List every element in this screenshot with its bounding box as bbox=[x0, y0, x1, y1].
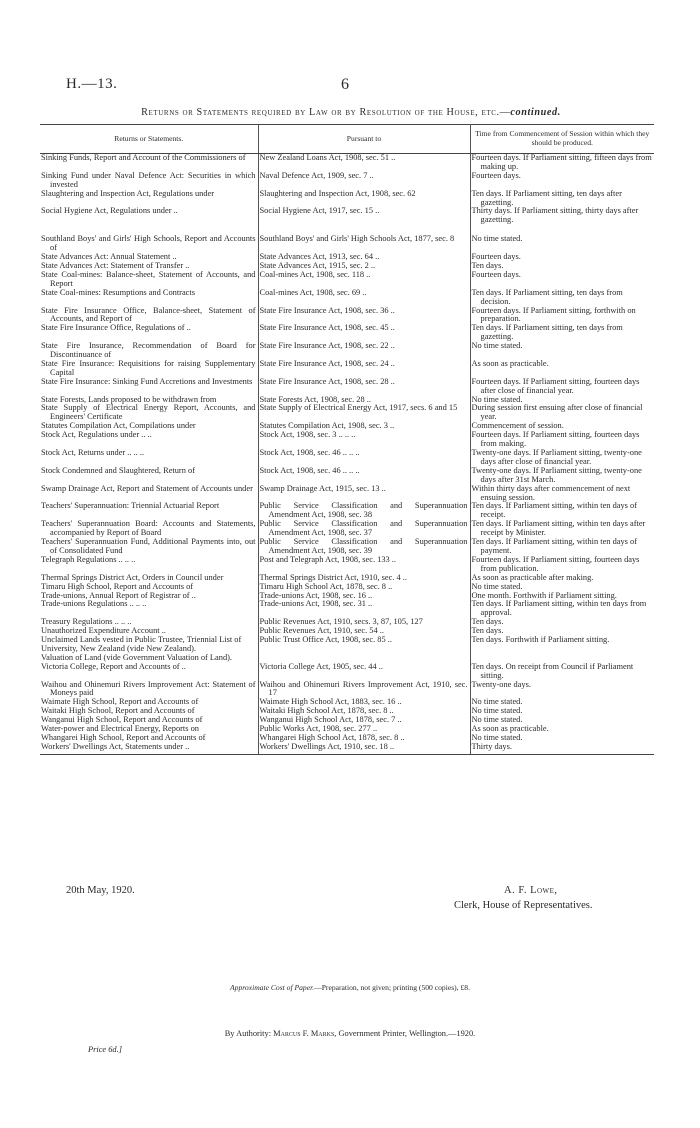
cell-time-text: Within thirty days after commencement of next ensuing session. bbox=[471, 483, 631, 502]
cell-return-text: State Fire Insurance: Sinking Fund Accretions and Investments bbox=[41, 376, 253, 386]
cell-time-text: Fourteen days. bbox=[471, 269, 521, 279]
cell-pursuant-to-text: Swamp Drainage Act, 1915, sec. 13 .. bbox=[259, 483, 386, 493]
cell-time-text: Ten days. Forthwith if Parliament sitting. bbox=[471, 635, 610, 645]
signature-block bbox=[0, 885, 700, 921]
cell-return-text: State Forests, Lands proposed to be withdrawn from bbox=[41, 394, 217, 404]
cell-pursuant-to-text: Waimate High School Act, 1883, sec. 16 .. bbox=[259, 697, 402, 707]
cell-pursuant-to-text: Workers' Dwellings Act, 1910, sec. 18 .. bbox=[259, 741, 395, 751]
cell-pursuant-to-text: Public Service Classification and Superannuation Amendment Act, 1908, sec. 37 bbox=[259, 519, 468, 538]
cell-pursuant-to-text: Statutes Compilation Act, 1908, sec. 3 .. bbox=[259, 421, 395, 431]
cell-time bbox=[470, 404, 654, 422]
cell-time-text: As soon as practicable. bbox=[471, 358, 549, 368]
cell-return-text: Sinking Funds, Report and Account of the Commissioners of bbox=[41, 153, 246, 162]
cell-pursuant-to-text: New Zealand Loans Act, 1908, sec. 51 .. bbox=[259, 153, 396, 162]
cell-time bbox=[470, 190, 654, 208]
cell-return-text: State Supply of Electrical Energy Report, Accounts, and Engineers' Certificate bbox=[41, 403, 256, 422]
cell-pursuant-to-text: State Advances Act, 1915, sec. 2 .. bbox=[259, 260, 376, 270]
printer-name: Marcus F. Marks, bbox=[273, 1029, 337, 1038]
cell-return bbox=[40, 449, 258, 467]
cell-return bbox=[40, 172, 258, 190]
cell-return-text: Teachers' Superannuation Fund, Additional Payments into, out of Consolidated Fund bbox=[41, 537, 256, 555]
cell-return-text: State Fire Insurance Office, Regulations of .. bbox=[41, 323, 191, 333]
cell-time bbox=[470, 235, 654, 253]
cell-time-text: Fourteen days. If Parliament sitting, fifteen days from making up. bbox=[471, 153, 652, 171]
table-row bbox=[40, 404, 654, 422]
table-row bbox=[40, 502, 654, 520]
cell-return bbox=[40, 485, 258, 503]
cell-return-text: Teachers' Superannuation: Triennial Actuarial Report bbox=[41, 501, 220, 511]
cell-pursuant-to bbox=[258, 404, 470, 422]
cell-return-text: Trade-unions, Annual Report of Registrar of .. bbox=[41, 590, 196, 600]
cell-time-text: Fourteen days. If Parliament sitting, fourteen days from publication. bbox=[471, 554, 640, 573]
cell-return-text: Unclaimed Lands vested in Public Trustee, Triennial List of bbox=[41, 635, 242, 645]
cell-time-text: Fourteen days. If Parliament sitting, forthwith on preparation. bbox=[471, 305, 636, 324]
table-row bbox=[40, 207, 654, 225]
cell-return-text: Sinking Fund under Naval Defence Act: Securities in which invested bbox=[41, 170, 256, 189]
cost-note bbox=[0, 983, 700, 992]
table-row bbox=[40, 378, 654, 396]
cell-time-text: During session first ensuing after close of financial year. bbox=[471, 403, 643, 422]
cell-time bbox=[470, 663, 654, 681]
cell-pursuant-to-text: Public Revenues Act, 1910, sec. 54 .. bbox=[259, 626, 384, 636]
cell-pursuant-to-text: Public Trust Office Act, 1908, sec. 85 .. bbox=[259, 635, 392, 645]
table-row bbox=[40, 743, 654, 754]
cell-return-text: Statutes Compilation Act, Compilations under bbox=[41, 421, 196, 431]
cell-pursuant-to bbox=[258, 289, 470, 307]
cell-pursuant-to bbox=[258, 636, 470, 645]
cell-pursuant-to bbox=[258, 556, 470, 574]
cell-time-text: No time stated. bbox=[471, 715, 523, 725]
cell-pursuant-to bbox=[258, 485, 470, 503]
cell-time bbox=[470, 378, 654, 396]
cell-time bbox=[470, 520, 654, 538]
cell-return-text: State Fire Insurance: Requisitions for raising Supplementary Capital bbox=[41, 358, 256, 377]
cell-pursuant-to bbox=[258, 663, 470, 681]
cell-time bbox=[470, 172, 654, 190]
cell-return bbox=[40, 556, 258, 574]
cell-pursuant-to-text: Stock Act, 1908, sec. 46 .. .. .. bbox=[259, 465, 360, 475]
cell-return-text: Southland Boys' and Girls' High Schools, Report and Accounts of bbox=[41, 234, 256, 253]
cell-return-text: State Advances Act: Annual Statement .. bbox=[41, 252, 177, 262]
cell-pursuant-to bbox=[258, 645, 470, 654]
cell-time-text: Twenty-one days. bbox=[471, 679, 531, 689]
cell-time-text: No time stated. bbox=[471, 341, 523, 351]
cell-time bbox=[470, 681, 654, 699]
cell-return-text: State Advances Act: Statement of Transfer .. bbox=[41, 260, 190, 270]
cell-time-text: Ten days. On receipt from Council if Parliament sitting. bbox=[471, 661, 634, 680]
cell-time bbox=[470, 600, 654, 618]
cell-return bbox=[40, 324, 258, 342]
cost-text: —Preparation, not given; printing (500 copies), £8. bbox=[314, 983, 470, 992]
cell-return-text: Trade-unions Regulations .. .. .. bbox=[41, 599, 147, 609]
cell-pursuant-to bbox=[258, 342, 470, 360]
cell-return bbox=[40, 538, 258, 556]
cell-time-text: Ten days. bbox=[471, 260, 504, 270]
table-row bbox=[40, 324, 654, 342]
cell-time-text: Commencement of session. bbox=[471, 421, 564, 431]
cell-return-text: State Coal-mines: Balance-sheet, Statement of Accounts, and Report bbox=[41, 269, 256, 288]
cell-time-text: Ten days. bbox=[471, 617, 504, 627]
table-row bbox=[40, 154, 654, 172]
cell-return bbox=[40, 289, 258, 307]
cell-pursuant-to-text: Trade-unions Act, 1908, sec. 31 .. bbox=[259, 599, 373, 609]
cell-time-text: No time stated. bbox=[471, 394, 523, 404]
cell-pursuant-to bbox=[258, 172, 470, 190]
cell-time-text: Ten days. If Parliament sitting, within ten days of receipt. bbox=[471, 501, 637, 520]
cell-time bbox=[470, 502, 654, 520]
cell-return bbox=[40, 190, 258, 208]
cell-pursuant-to bbox=[258, 449, 470, 467]
table-row bbox=[40, 235, 654, 253]
cell-time bbox=[470, 743, 654, 754]
cell-return-text: Social Hygiene Act, Regulations under .. bbox=[41, 206, 178, 216]
cell-time bbox=[470, 538, 654, 556]
cost-label: Approximate Cost of Paper. bbox=[230, 983, 315, 992]
cell-pursuant-to-text: Timaru High School Act, 1878, sec. 8 .. bbox=[259, 581, 393, 591]
cell-return-text: Telegraph Regulations .. .. .. bbox=[41, 554, 136, 564]
cell-pursuant-to bbox=[258, 378, 470, 396]
cell-pursuant-to bbox=[258, 360, 470, 378]
cell-return bbox=[40, 207, 258, 225]
cell-time-text: Thirty days. If Parliament sitting, thirty days after gazetting. bbox=[471, 206, 639, 225]
cell-time-text: Fourteen days. If Parliament sitting, fourteen days after close of financial year. bbox=[471, 376, 640, 395]
table-row bbox=[40, 467, 654, 485]
cell-time bbox=[470, 307, 654, 325]
cell-return bbox=[40, 342, 258, 360]
cell-time-text: Ten days. bbox=[471, 626, 504, 636]
table-row bbox=[40, 271, 654, 289]
table-row bbox=[40, 520, 654, 538]
cell-pursuant-to-text: State Supply of Electrical Energy Act, 1917, secs. 6 and 15 bbox=[259, 403, 458, 413]
cell-pursuant-to-text: Trade-unions Act, 1908, sec. 16 .. bbox=[259, 590, 373, 600]
cell-return bbox=[40, 360, 258, 378]
cell-return bbox=[40, 307, 258, 325]
cell-pursuant-to-text: Public Works Act, 1908, sec. 277 .. bbox=[259, 724, 378, 734]
cell-pursuant-to-text: Coal-mines Act, 1908, sec. 69 .. bbox=[259, 287, 367, 297]
cell-pursuant-to-text: State Fire Insurance Act, 1908, sec. 22 .. bbox=[259, 341, 395, 351]
cell-return bbox=[40, 502, 258, 520]
cell-time bbox=[470, 636, 654, 645]
cell-pursuant-to-text: State Forests Act, 1908, sec. 28 .. bbox=[259, 394, 371, 404]
cell-pursuant-to-text: Stock Act, 1908, sec. 46 .. .. .. bbox=[259, 448, 360, 457]
cell-pursuant-to-text: Social Hygiene Act, 1917, sec. 15 .. bbox=[259, 206, 380, 216]
cell-return bbox=[40, 600, 258, 618]
cell-return bbox=[40, 520, 258, 538]
table-row bbox=[40, 449, 654, 467]
cell-time-text: No time stated. bbox=[471, 706, 523, 716]
table-title-suffix: continued. bbox=[510, 107, 561, 118]
cell-pursuant-to-text: State Advances Act, 1913, sec. 64 .. bbox=[259, 252, 380, 262]
table-row bbox=[40, 538, 654, 556]
cell-time bbox=[470, 271, 654, 289]
cell-return-text: Stock Condemned and Slaughtered, Return of bbox=[41, 465, 195, 475]
cell-return-text: State Fire Insurance Office, Balance-sheet, Statement of Accounts, and Report of bbox=[41, 305, 256, 324]
cell-return-text: Waihou and Ohinemuri Rivers Improvement Act: Statement of Moneys paid bbox=[41, 679, 256, 698]
cell-pursuant-to-text: Slaughtering and Inspection Act, 1908, sec. 62 bbox=[259, 188, 416, 198]
cell-time bbox=[470, 485, 654, 503]
cell-time bbox=[470, 556, 654, 574]
cell-time-text: One month. Forthwith if Parliament sitting. bbox=[471, 590, 617, 600]
cell-pursuant-to-text: Public Service Classification and Superannuation Amendment Act, 1908, sec. 38 bbox=[259, 501, 468, 520]
cell-time bbox=[470, 645, 654, 654]
cell-time-text: Twenty-one days. If Parliament sitting, twenty-one days after 31st March. bbox=[471, 465, 642, 484]
authority-line bbox=[0, 1029, 700, 1038]
page-header bbox=[0, 76, 700, 100]
signatory-name: A. F. Lowe, bbox=[504, 885, 558, 896]
cell-pursuant-to bbox=[258, 538, 470, 556]
authority-rest: Government Printer, Wellington.—1920. bbox=[338, 1029, 476, 1038]
cell-pursuant-to-text: Thermal Springs District Act, 1910, sec. 4 .. bbox=[259, 572, 407, 582]
cell-pursuant-to bbox=[258, 743, 470, 754]
cell-pursuant-to-text: Southland Boys' and Girls' High Schools Act, 1877, sec. 8 bbox=[259, 234, 455, 244]
cell-time bbox=[470, 207, 654, 225]
table-title bbox=[40, 107, 662, 118]
signature-date: 20th May, 1920. bbox=[66, 885, 135, 896]
cell-return-text: University, New Zealand (vide New Zealand). bbox=[41, 643, 197, 653]
cell-pursuant-to-text: Victoria College Act, 1905, sec. 44 .. bbox=[259, 661, 383, 671]
cell-pursuant-to bbox=[258, 502, 470, 520]
cell-time-text: Twenty-one days. If Parliament sitting, twenty-one days after close of financial year. bbox=[471, 448, 642, 466]
cell-time-text: Fourteen days. bbox=[471, 170, 521, 180]
table-row bbox=[40, 190, 654, 208]
cell-pursuant-to bbox=[258, 154, 470, 172]
cell-time bbox=[470, 431, 654, 449]
cell-return-text: Thermal Springs District Act, Orders in Council under bbox=[41, 572, 224, 582]
cell-pursuant-to-text: Public Service Classification and Superannuation Amendment Act, 1908, sec. 39 bbox=[259, 537, 468, 555]
cell-return-text: Whangarei High School, Report and Accounts of bbox=[41, 733, 206, 742]
cell-time-text: As soon as practicable. bbox=[471, 724, 549, 734]
cell-pursuant-to-text: Public Revenues Act, 1910, secs. 3, 87, 105, 127 bbox=[259, 617, 423, 627]
cell-time-text: No time stated. bbox=[471, 733, 523, 742]
cell-pursuant-to-text: State Fire Insurance Act, 1908, sec. 24 .. bbox=[259, 358, 395, 368]
table-row bbox=[40, 663, 654, 681]
table-row bbox=[40, 556, 654, 574]
cell-pursuant-to-text: Post and Telegraph Act, 1908, sec. 133 .. bbox=[259, 554, 396, 564]
cell-time-text: Fourteen days. If Parliament sitting, fourteen days from making. bbox=[471, 430, 640, 449]
cell-return-text: Stock Act, Regulations under .. .. bbox=[41, 430, 152, 440]
cell-pursuant-to-text: Waihou and Ohinemuri Rivers Improvement Act, 1910, sec. 17 bbox=[259, 679, 468, 698]
cell-pursuant-to bbox=[258, 520, 470, 538]
cell-return-text: Wanganui High School, Report and Accounts of bbox=[41, 715, 203, 725]
cell-return-text: Stock Act, Returns under .. .. .. bbox=[41, 448, 145, 457]
cell-pursuant-to bbox=[258, 681, 470, 699]
cell-return bbox=[40, 663, 258, 681]
table-row bbox=[40, 289, 654, 307]
cell-pursuant-to bbox=[258, 431, 470, 449]
cell-pursuant-to bbox=[258, 324, 470, 342]
cell-return bbox=[40, 681, 258, 699]
cell-return-text: Unauthorized Expenditure Account .. bbox=[41, 626, 166, 636]
cell-return-text: Timaru High School, Report and Accounts of bbox=[41, 581, 194, 591]
cell-time-text: As soon as practicable after making. bbox=[471, 572, 594, 582]
cell-return bbox=[40, 378, 258, 396]
cell-time bbox=[470, 289, 654, 307]
cell-return-text: State Fire Insurance, Recommendation of Board for Discontinuance of bbox=[41, 341, 256, 360]
cell-time bbox=[470, 467, 654, 485]
signatory-office: Clerk, House of Representatives. bbox=[454, 900, 593, 911]
cell-pursuant-to-text: State Fire Insurance Act, 1908, sec. 45 .. bbox=[259, 323, 395, 333]
cell-pursuant-to-text: State Fire Insurance Act, 1908, sec. 36 .. bbox=[259, 305, 395, 315]
page-number: 6 bbox=[341, 76, 349, 93]
cell-pursuant-to bbox=[258, 190, 470, 208]
cell-time-text: Ten days. If Parliament sitting, ten days from decision. bbox=[471, 287, 623, 306]
cell-time bbox=[470, 360, 654, 378]
cell-time bbox=[470, 449, 654, 467]
cell-return-text: Treasury Regulations .. .. .. bbox=[41, 617, 132, 627]
table-row bbox=[40, 485, 654, 503]
table-title-text: Returns or Statements required by Law or by Resolution of the House, etc.— bbox=[141, 107, 511, 118]
table-row bbox=[40, 307, 654, 325]
cell-time-text: No time stated. bbox=[471, 697, 523, 707]
cell-return-text: State Coal-mines: Resumptions and Contracts bbox=[41, 287, 195, 297]
cell-return bbox=[40, 404, 258, 422]
table-row bbox=[40, 342, 654, 360]
cell-pursuant-to bbox=[258, 600, 470, 618]
cell-pursuant-to-text: State Fire Insurance Act, 1908, sec. 28 .. bbox=[259, 376, 395, 386]
table-row bbox=[40, 431, 654, 449]
authority-prefix: By Authority: bbox=[224, 1029, 272, 1038]
returns-table bbox=[40, 124, 654, 755]
cell-pursuant-to bbox=[258, 207, 470, 225]
table-body bbox=[40, 154, 654, 755]
document-reference: H.—13. bbox=[66, 76, 118, 92]
cell-time bbox=[470, 342, 654, 360]
cell-pursuant-to-text: Stock Act, 1908, sec. 3 .. .. .. bbox=[259, 430, 356, 440]
cell-time-text: Ten days. If Parliament sitting, within ten days after receipt by Minister. bbox=[471, 519, 646, 538]
cell-return bbox=[40, 431, 258, 449]
cell-pursuant-to bbox=[258, 307, 470, 325]
cell-time-text: No time stated. bbox=[471, 581, 523, 591]
cell-return-text: Water-power and Electrical Energy, Reports on bbox=[41, 724, 199, 734]
cell-time bbox=[470, 324, 654, 342]
cell-time-text: Fourteen days. bbox=[471, 252, 521, 262]
cell-return-text: Waitaki High School, Report and Accounts of bbox=[41, 706, 195, 716]
cell-return bbox=[40, 467, 258, 485]
cell-return-text: Victoria College, Report and Accounts of .. bbox=[41, 661, 186, 671]
cell-time-text: Ten days. If Parliament sitting, within ten days from approval. bbox=[471, 599, 647, 618]
cell-pursuant-to-text: Waitaki High School Act, 1878, sec. 8 .. bbox=[259, 706, 394, 716]
cell-pursuant-to bbox=[258, 235, 470, 253]
table-row bbox=[40, 360, 654, 378]
cell-return bbox=[40, 271, 258, 289]
price-note: Price 6d.] bbox=[88, 1045, 122, 1054]
cell-time-text: Ten days. If Parliament sitting, within ten days of payment. bbox=[471, 537, 637, 555]
cell-return bbox=[40, 154, 258, 172]
table-row bbox=[40, 172, 654, 190]
cell-return-text: Slaughtering and Inspection Act, Regulations under bbox=[41, 188, 215, 198]
cell-return-text: Workers' Dwellings Act, Statements under .. bbox=[41, 741, 190, 751]
cell-time-text: Ten days. If Parliament sitting, ten days from gazetting. bbox=[471, 323, 623, 342]
table-header-row bbox=[40, 125, 654, 154]
cell-return-text: Swamp Drainage Act, Report and Statement of Accounts under bbox=[41, 483, 253, 493]
cell-return-text: Valuation of Land (vide Government Valuation of Land). bbox=[41, 652, 233, 662]
cell-pursuant-to-text: Coal-mines Act, 1908, sec. 118 .. bbox=[259, 269, 371, 279]
cell-return-text: Teachers' Superannuation Board: Accounts and Statements, accompanied by Report of Board bbox=[41, 519, 256, 538]
cell-pursuant-to bbox=[258, 271, 470, 289]
cell-return bbox=[40, 235, 258, 253]
cell-pursuant-to-text: Whangarei High School Act, 1878, sec. 8 .. bbox=[259, 733, 405, 742]
column-header-returns: Returns or Statements. bbox=[40, 125, 258, 154]
cell-return bbox=[40, 743, 258, 754]
column-header-pursuant-to: Pursuant to bbox=[258, 125, 470, 154]
cell-time-text: Thirty days. bbox=[471, 741, 512, 751]
cell-pursuant-to bbox=[258, 467, 470, 485]
cell-time-text: Ten days. If Parliament sitting, ten days after gazetting. bbox=[471, 188, 622, 207]
table-row bbox=[40, 681, 654, 699]
cell-pursuant-to-text: Naval Defence Act, 1909, sec. 7 .. bbox=[259, 170, 374, 180]
column-header-time: Time from Commencement of Session within which they should be produced. bbox=[470, 125, 654, 154]
cell-time-text: No time stated. bbox=[471, 234, 523, 244]
cell-time bbox=[470, 154, 654, 172]
cell-return-text: Waimate High School, Report and Accounts of bbox=[41, 697, 199, 707]
table-row bbox=[40, 600, 654, 618]
cell-pursuant-to-text: Wanganui High School Act, 1878, sec. 7 .. bbox=[259, 715, 402, 725]
